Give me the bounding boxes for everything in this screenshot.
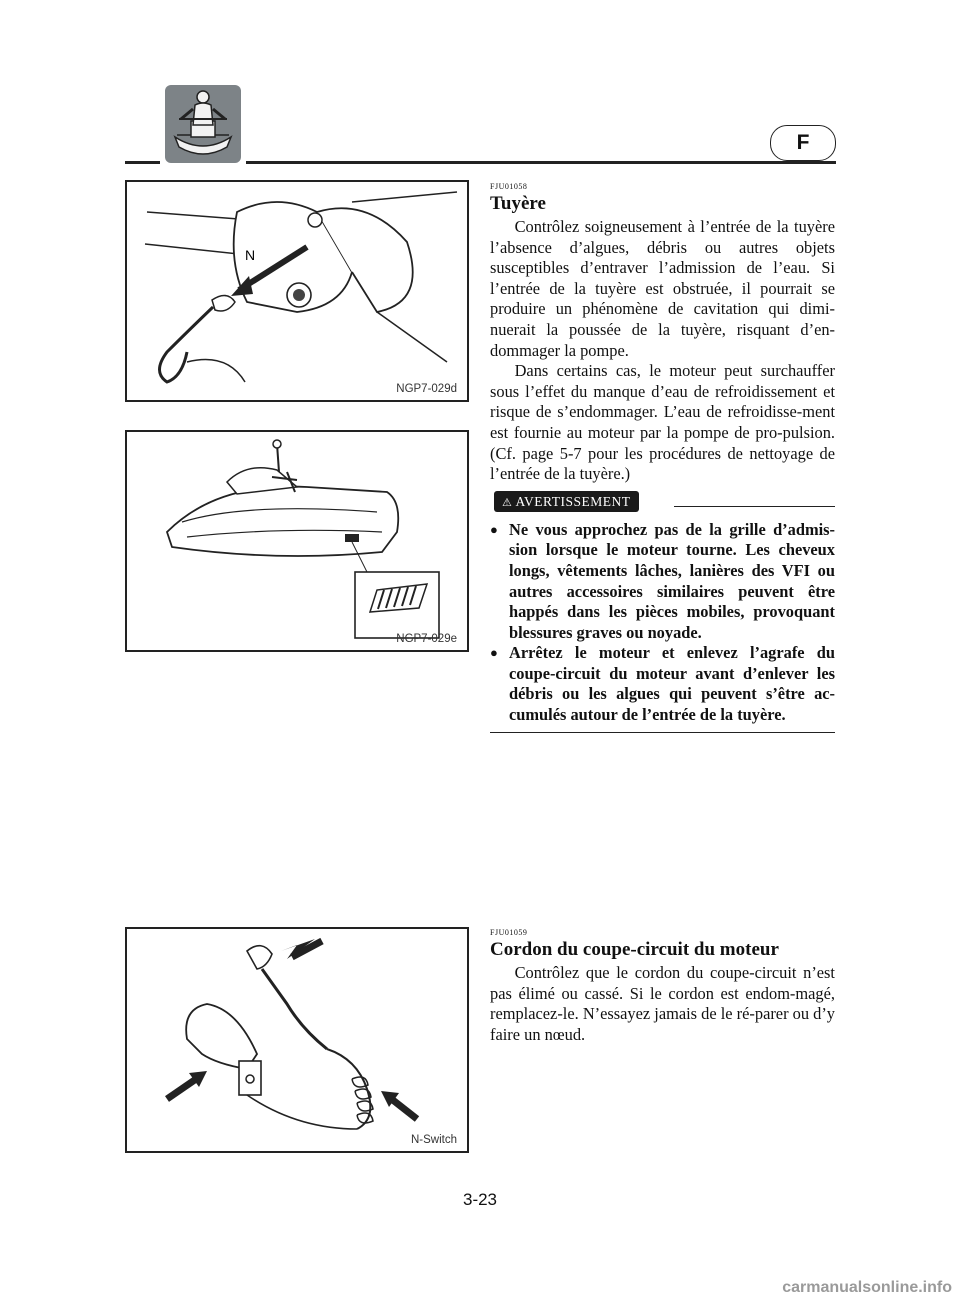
- handlebar-switch-illustration: [127, 182, 467, 400]
- language-badge: F: [770, 125, 836, 161]
- section-cordon: [490, 928, 835, 1045]
- warning-list: [490, 520, 835, 726]
- section-tuyere: [490, 182, 835, 733]
- warning-item: ● Arrêtez le moteur et enlevez l’agrafe du coupe-circuit du moteur avant d’enlever les débris ou les algues qui peuvent s’être ac-cumulés autour de l’entrée de la tuyère.: [490, 643, 835, 725]
- section-title: Cordon du coupe-circuit du moteur: [490, 939, 779, 960]
- warning-label: AVERTISSEMENT: [515, 493, 631, 509]
- figure-code: NGP7-029e: [396, 633, 457, 645]
- figure-handlebar-switch: [125, 180, 469, 402]
- warning-rule-bottom: [490, 732, 835, 734]
- watercraft-illustration: [127, 432, 467, 650]
- page-number: 3-23: [462, 1190, 498, 1209]
- warning-triangle-icon: ⚠: [502, 496, 513, 509]
- warning-item: ● Ne vous approchez pas de la grille d’admis-sion lorsque le moteur tourne. Les cheveux longs, vêtements lâches, lanières des VFI ou autres accessoires similaires peuvent être happés dans les pièces mobiles, provoquant blessures graves ou noyade.: [490, 520, 835, 644]
- rider-on-watercraft-icon: [165, 85, 241, 163]
- warning-badge: [494, 491, 639, 512]
- section-code: FJU01058: [490, 182, 528, 191]
- paragraph: Contrôlez que le cordon du coupe-circuit n’est pas élimé ou cassé. Si le cordon est endom-magé, remplacez-le. N’essayez jamais de le ré-parer ou d’y faire un nœud.: [490, 963, 835, 1044]
- header-rule-left: [125, 161, 160, 164]
- figure-watercraft-intake: [125, 430, 469, 652]
- section-code: FJU01059: [490, 928, 528, 937]
- figure-code: N-Switch: [410, 1134, 457, 1146]
- svg-text:N: N: [245, 247, 256, 263]
- watermark: carmanualsonline.info: [782, 1279, 952, 1296]
- paragraph: Contrôlez soigneusement à l’entrée de la tuyère l’absence d’algues, débris ou autres objets susceptibles d’entraver l’admission de l’eau. Si l’entrée de la tuyère est obstruée, il pourrait se produire un phénomène de cavitation qui dimi-nuerait la poussée de la tuyère, risquant d’en-dommager la pompe.: [490, 217, 835, 360]
- warning-header: [490, 491, 835, 513]
- warning-rule-top: [674, 506, 835, 508]
- section-title: Tuyère: [490, 193, 546, 214]
- figure-shutoff-cord: [125, 927, 469, 1153]
- header-rule-right: [246, 161, 836, 164]
- figure-code: NGP7-029d: [396, 383, 457, 395]
- paragraph: Dans certains cas, le moteur peut surchauffer sous l’effet du manque d’eau de refroidissement et risque de s’endommager. L’eau de refroidisse-ment est fournie au moteur par la pompe de pro-pulsion. (Cf. page 5-7 pour les procédures de nettoyage de l’entrée de la tuyère.): [490, 361, 835, 484]
- shutoff-cord-illustration: [127, 929, 467, 1151]
